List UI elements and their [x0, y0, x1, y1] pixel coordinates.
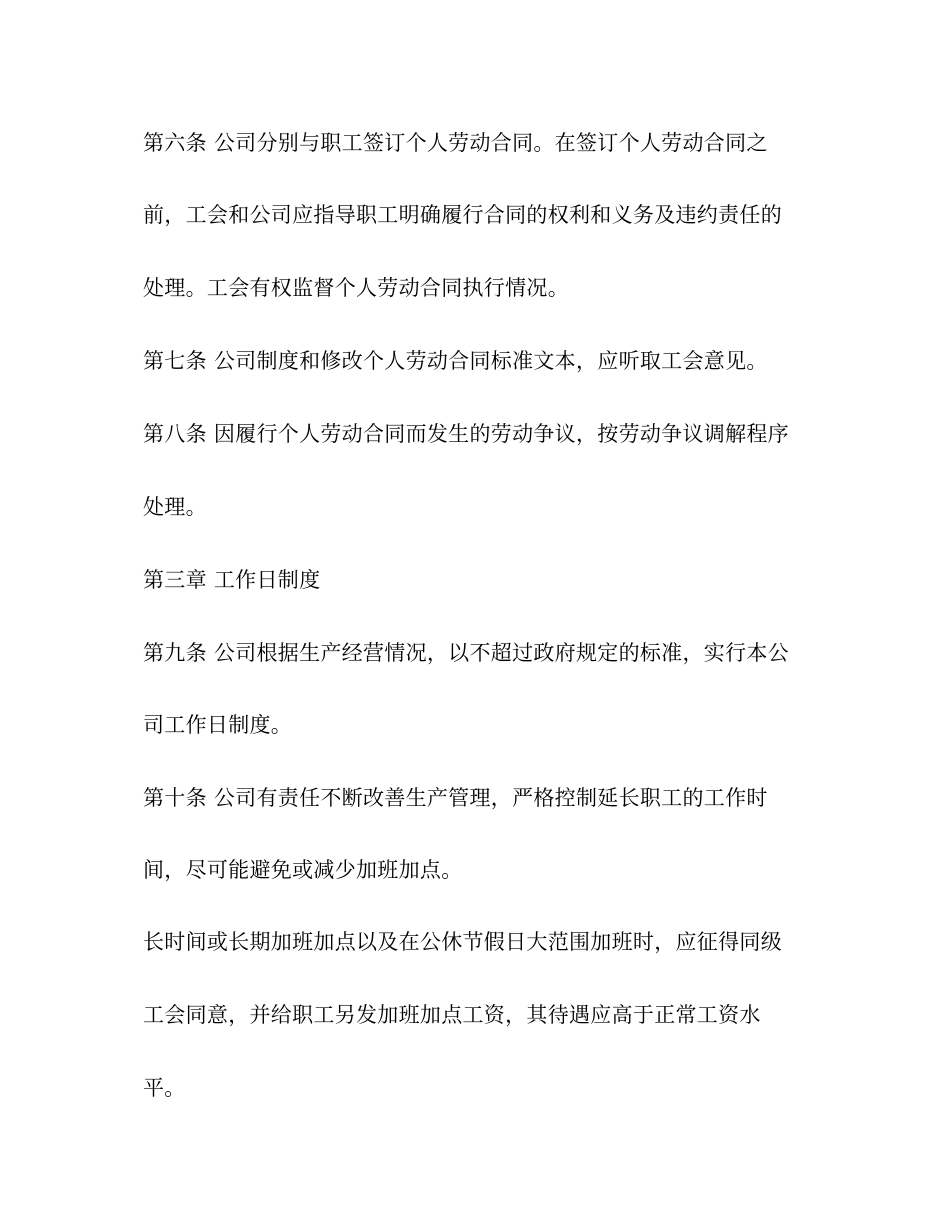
article-6-line-3: 处理。工会有权监督个人劳动合同执行情况。 [143, 276, 569, 300]
article-7-line-1: 第七条 公司制度和修改个人劳动合同标准文本，应听取工会意见。 [143, 349, 768, 373]
overtime-paragraph-line-3: 平。 [143, 1076, 186, 1100]
article-8-line-2: 处理。 [143, 495, 207, 519]
chapter-3-heading: 第三章 工作日制度 [143, 568, 321, 592]
article-8-line-1: 第八条 因履行个人劳动合同而发生的劳动争议，按劳动争议调解程序 [143, 422, 789, 446]
overtime-paragraph-line-2: 工会同意，并给职工另发加班加点工资，其待遇应高于正常工资水 [143, 1003, 761, 1027]
article-9-line-1: 第九条 公司根据生产经营情况，以不超过政府规定的标准，实行本公 [143, 641, 789, 665]
article-10-line-1: 第十条 公司有责任不断改善生产管理，严格控制延长职工的工作时 [143, 786, 768, 810]
article-6-line-1: 第六条 公司分别与职工签订个人劳动合同。在签订个人劳动合同之 [143, 131, 768, 155]
overtime-paragraph-line-1: 长时间或长期加班加点以及在公休节假日大范围加班时，应征得同级 [143, 930, 782, 954]
article-10-line-2: 间，尽可能避免或减少加班加点。 [143, 858, 463, 882]
article-6-line-2: 前，工会和公司应指导职工明确履行合同的权利和义务及违约责任的 [143, 203, 782, 227]
article-9-line-2: 司工作日制度。 [143, 713, 293, 737]
